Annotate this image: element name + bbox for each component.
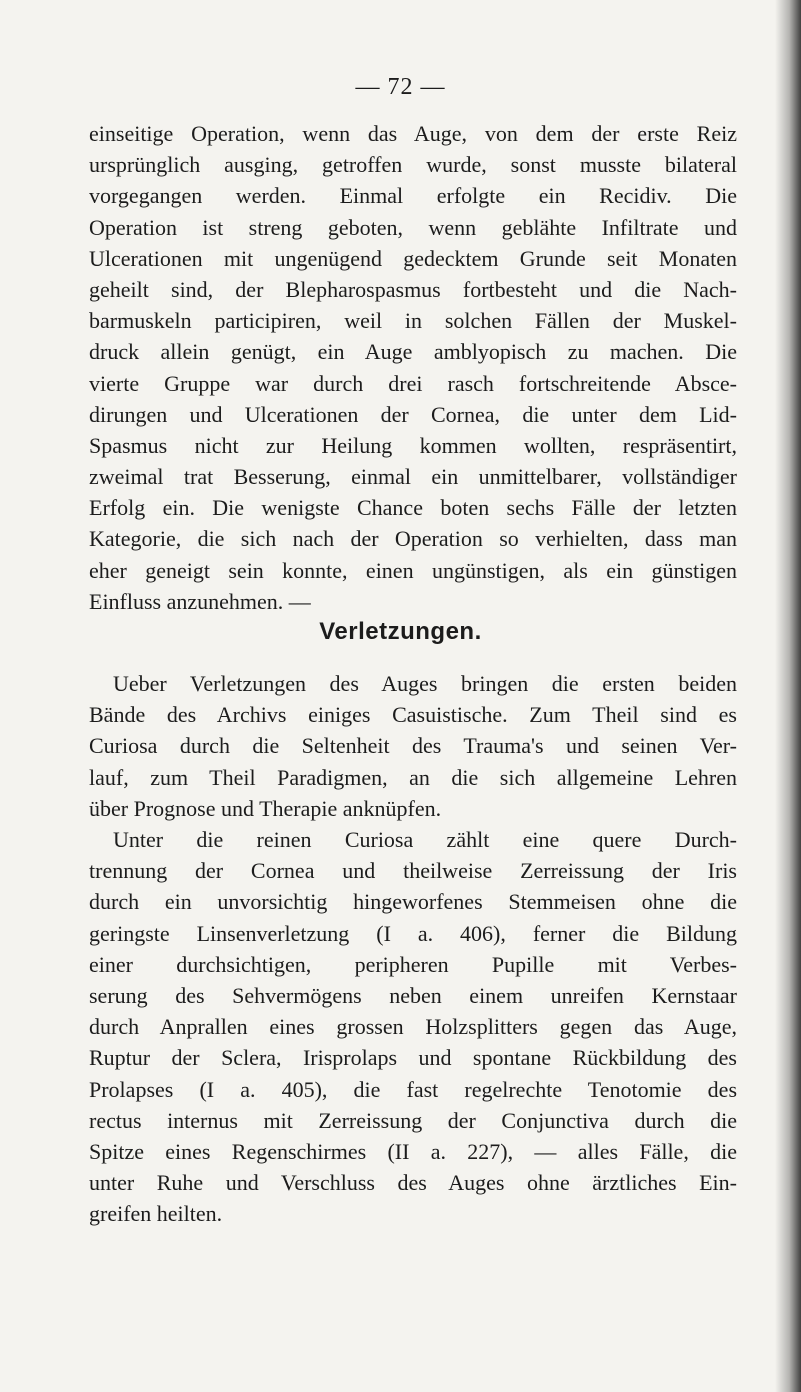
text-line: Spitze eines Regenschirmes (II a. 227), — alles Fälle, die bbox=[89, 1138, 737, 1164]
text-line: Einfluss anzunehmen. — bbox=[89, 588, 311, 614]
text-line: durch Anprallen eines grossen Holzsplitters gegen das Auge, bbox=[89, 1014, 737, 1040]
text-line: Bände des Archivs einiges Casuistische. Zum Theil sind es bbox=[89, 702, 737, 728]
text-line: Unter die reinen Curiosa zählt eine quere Durch- bbox=[113, 827, 737, 852]
text-line: barmuskeln participiren, weil in solchen Fällen der Muskel- bbox=[89, 308, 737, 334]
text-line: geringste Linsenverletzung (I a. 406), ferner die Bildung bbox=[89, 920, 737, 946]
text-line: unter Ruhe und Verschluss des Auges ohne ärztliches Ein- bbox=[89, 1170, 737, 1196]
text-line: über Prognose und Therapie anknüpfen. bbox=[89, 795, 442, 821]
text-line: Curiosa durch die Seltenheit des Trauma's und seinen Ver- bbox=[89, 733, 737, 759]
text-line: trennung der Cornea und theilweise Zerreissung der Iris bbox=[89, 858, 737, 884]
text-line: Ulcerationen mit ungenügend gedecktem Grunde seit Monaten bbox=[89, 245, 737, 271]
text-line: greifen heilten. bbox=[89, 1201, 223, 1227]
text-line: einer durchsichtigen, peripheren Pupille mit Verbes- bbox=[89, 951, 737, 977]
text-line: eher geneigt sein konnte, einen ungünstigen, als ein günstigen bbox=[89, 557, 737, 583]
page-number: — 72 — bbox=[355, 74, 446, 100]
text-line: ursprünglich ausging, getroffen wurde, sonst musste bilateral bbox=[89, 152, 737, 178]
text-line: Ueber Verletzungen des Auges bringen die ersten beiden bbox=[113, 671, 737, 696]
paragraph-2 bbox=[89, 668, 737, 824]
text-line: durch ein unvorsichtig hingeworfenes Stemmeisen ohne die bbox=[89, 889, 737, 915]
text-line: Operation ist streng geboten, wenn geblähte Infiltrate und bbox=[89, 214, 737, 240]
paragraph-3 bbox=[89, 824, 737, 1229]
text-line: Erfolg ein. Die wenigste Chance boten sechs Fälle der letzten bbox=[89, 495, 737, 521]
text-line: Spasmus nicht zur Heilung kommen wollten, respräsentirt, bbox=[89, 432, 737, 458]
text-line: serung des Sehvermögens neben einem unreifen Kernstaar bbox=[89, 982, 737, 1008]
section-heading: Verletzungen. bbox=[319, 618, 482, 645]
text-line: vorgegangen werden. Einmal erfolgte ein Recidiv. Die bbox=[89, 183, 737, 209]
text-line: rectus internus mit Zerreissung der Conjunctiva durch die bbox=[89, 1107, 737, 1133]
text-line: Prolapses (I a. 405), die fast regelrechte Tenotomie des bbox=[89, 1076, 737, 1102]
text-line: einseitige Operation, wenn das Auge, von dem der erste Reiz bbox=[89, 121, 737, 146]
text-line: Ruptur der Sclera, Irisprolaps und spontane Rückbildung des bbox=[89, 1045, 737, 1071]
text-line: dirungen und Ulcerationen der Cornea, die unter dem Lid- bbox=[89, 401, 737, 427]
text-line: Kategorie, die sich nach der Operation so verhielten, dass man bbox=[89, 526, 737, 552]
page-edge-shadow bbox=[775, 0, 801, 1392]
paragraph-1 bbox=[89, 118, 737, 617]
text-line: geheilt sind, der Blepharospasmus fortbesteht und die Nach- bbox=[89, 276, 737, 302]
text-line: zweimal trat Besserung, einmal ein unmittelbarer, vollständiger bbox=[89, 464, 737, 490]
text-line: lauf, zum Theil Paradigmen, an die sich allgemeine Lehren bbox=[89, 764, 737, 790]
text-line: druck allein genügt, ein Auge amblyopisch zu machen. Die bbox=[89, 339, 737, 365]
text-line: vierte Gruppe war durch drei rasch fortschreitende Absce- bbox=[89, 370, 737, 396]
